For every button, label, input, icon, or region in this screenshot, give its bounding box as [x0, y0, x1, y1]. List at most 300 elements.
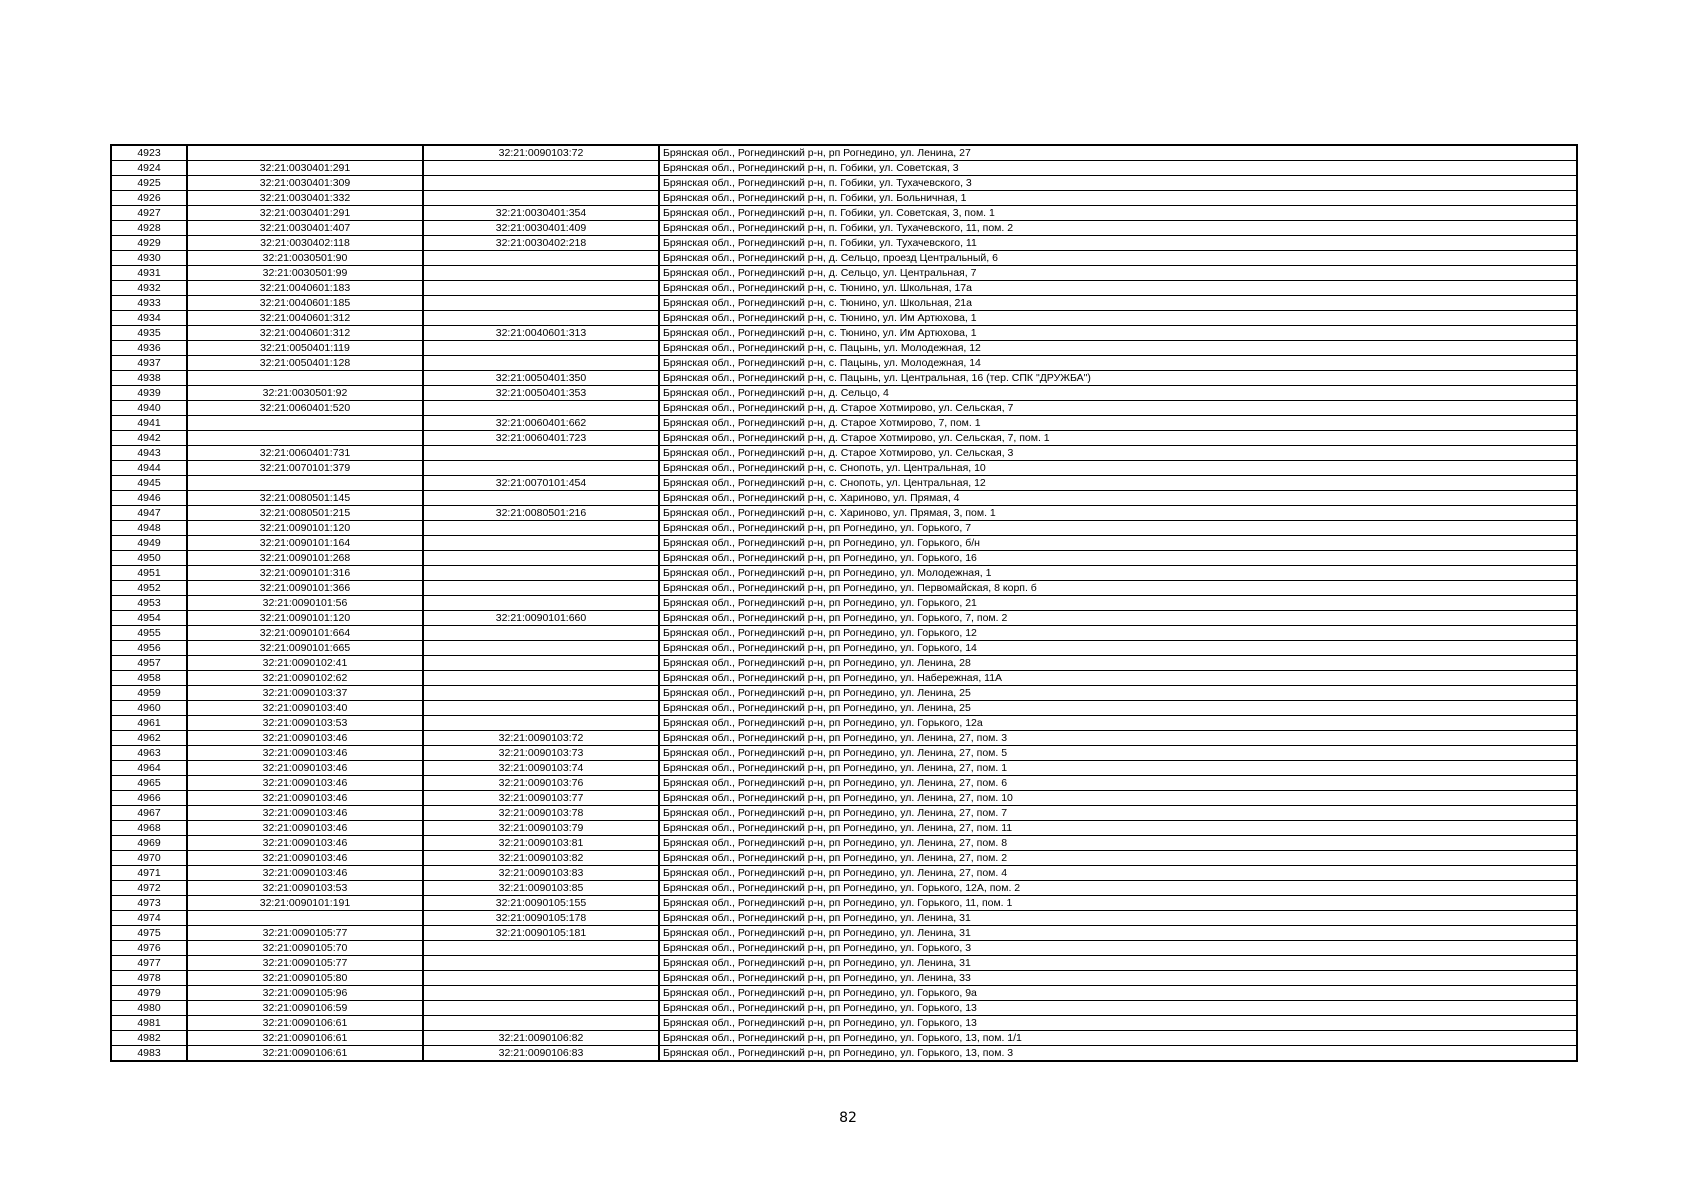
row-number-cell: 4972	[111, 881, 187, 896]
object-cadastral-number-cell: 32:21:0070101:454	[423, 476, 659, 491]
object-cadastral-number-cell	[423, 191, 659, 206]
address-cell: Брянская обл., Рогнединский р-н, рп Рогнедино, ул. Ленина, 27, пом. 1	[659, 761, 1577, 776]
object-cadastral-number-cell	[423, 161, 659, 176]
object-cadastral-number-cell	[423, 986, 659, 1001]
row-number-cell: 4928	[111, 221, 187, 236]
cadastral-number-cell: 32:21:0030401:309	[187, 176, 423, 191]
cadastral-number-cell: 32:21:0090101:665	[187, 641, 423, 656]
object-cadastral-number-cell: 32:21:0090103:76	[423, 776, 659, 791]
table-row	[111, 176, 1577, 191]
table-row	[111, 686, 1577, 701]
object-cadastral-number-cell	[423, 971, 659, 986]
row-number-cell: 4960	[111, 701, 187, 716]
table-row	[111, 551, 1577, 566]
address-cell: Брянская обл., Рогнединский р-н, рп Рогнедино, ул. Горького, 12А, пом. 2	[659, 881, 1577, 896]
row-number-cell: 4946	[111, 491, 187, 506]
cadastral-number-cell: 32:21:0050401:128	[187, 356, 423, 371]
object-cadastral-number-cell: 32:21:0090103:78	[423, 806, 659, 821]
address-cell: Брянская обл., Рогнединский р-н, с. Снопоть, ул. Центральная, 12	[659, 476, 1577, 491]
cadastral-number-cell: 32:21:0090101:268	[187, 551, 423, 566]
row-number-cell: 4973	[111, 896, 187, 911]
object-cadastral-number-cell: 32:21:0090103:74	[423, 761, 659, 776]
table-row	[111, 761, 1577, 776]
table-row	[111, 1016, 1577, 1031]
row-number-cell: 4924	[111, 161, 187, 176]
object-cadastral-number-cell: 32:21:0090103:81	[423, 836, 659, 851]
cadastral-number-cell: 32:21:0030401:407	[187, 221, 423, 236]
row-number-cell: 4933	[111, 296, 187, 311]
address-cell: Брянская обл., Рогнединский р-н, рп Рогнедино, ул. Горького, 9а	[659, 986, 1577, 1001]
object-cadastral-number-cell: 32:21:0090103:82	[423, 851, 659, 866]
row-number-cell: 4952	[111, 581, 187, 596]
cadastral-number-cell: 32:21:0090101:316	[187, 566, 423, 581]
table-row	[111, 566, 1577, 581]
address-cell: Брянская обл., Рогнединский р-н, рп Рогнедино, ул. Ленина, 27, пом. 10	[659, 791, 1577, 806]
table-row	[111, 446, 1577, 461]
cadastral-number-cell: 32:21:0090103:46	[187, 791, 423, 806]
row-number-cell: 4941	[111, 416, 187, 431]
address-cell: Брянская обл., Рогнединский р-н, рп Рогнедино, ул. Ленина, 28	[659, 656, 1577, 671]
cadastral-number-cell: 32:21:0090103:46	[187, 806, 423, 821]
object-cadastral-number-cell: 32:21:0090103:85	[423, 881, 659, 896]
address-cell: Брянская обл., Рогнединский р-н, рп Рогнедино, ул. Ленина, 33	[659, 971, 1577, 986]
table-row	[111, 806, 1577, 821]
row-number-cell: 4935	[111, 326, 187, 341]
address-cell: Брянская обл., Рогнединский р-н, п. Гобики, ул. Тухачевского, 11	[659, 236, 1577, 251]
table-row	[111, 521, 1577, 536]
cadastral-number-cell: 32:21:0090105:96	[187, 986, 423, 1001]
row-number-cell: 4956	[111, 641, 187, 656]
object-cadastral-number-cell	[423, 401, 659, 416]
table-row	[111, 866, 1577, 881]
table-row	[111, 191, 1577, 206]
cadastral-number-cell: 32:21:0090101:164	[187, 536, 423, 551]
cadastral-number-cell: 32:21:0030402:118	[187, 236, 423, 251]
row-number-cell: 4966	[111, 791, 187, 806]
row-number-cell: 4979	[111, 986, 187, 1001]
table-row	[111, 776, 1577, 791]
cadastral-number-cell: 32:21:0030501:90	[187, 251, 423, 266]
address-cell: Брянская обл., Рогнединский р-н, с. Тюнино, ул. Школьная, 21а	[659, 296, 1577, 311]
row-number-cell: 4963	[111, 746, 187, 761]
object-cadastral-number-cell: 32:21:0090103:83	[423, 866, 659, 881]
object-cadastral-number-cell: 32:21:0060401:662	[423, 416, 659, 431]
table-row	[111, 145, 1577, 161]
table-row	[111, 881, 1577, 896]
table-row	[111, 896, 1577, 911]
table-row	[111, 401, 1577, 416]
address-cell: Брянская обл., Рогнединский р-н, с. Хариново, ул. Прямая, 4	[659, 491, 1577, 506]
row-number-cell: 4981	[111, 1016, 187, 1031]
row-number-cell: 4982	[111, 1031, 187, 1046]
object-cadastral-number-cell	[423, 251, 659, 266]
table-row	[111, 221, 1577, 236]
cadastral-number-cell: 32:21:0040601:183	[187, 281, 423, 296]
object-cadastral-number-cell	[423, 311, 659, 326]
cadastral-number-cell	[187, 416, 423, 431]
address-cell: Брянская обл., Рогнединский р-н, рп Рогнедино, ул. Горького, 7, пом. 2	[659, 611, 1577, 626]
cadastral-number-cell: 32:21:0090103:46	[187, 821, 423, 836]
object-cadastral-number-cell	[423, 941, 659, 956]
cadastral-number-cell: 32:21:0070101:379	[187, 461, 423, 476]
row-number-cell: 4929	[111, 236, 187, 251]
registry-table	[110, 144, 1578, 1062]
row-number-cell: 4980	[111, 1001, 187, 1016]
object-cadastral-number-cell: 32:21:0050401:353	[423, 386, 659, 401]
table-row	[111, 581, 1577, 596]
cadastral-number-cell: 32:21:0090101:366	[187, 581, 423, 596]
cadastral-number-cell: 32:21:0090103:37	[187, 686, 423, 701]
table-row	[111, 161, 1577, 176]
object-cadastral-number-cell: 32:21:0090103:72	[423, 145, 659, 161]
cadastral-number-cell: 32:21:0090103:46	[187, 866, 423, 881]
object-cadastral-number-cell: 32:21:0090103:79	[423, 821, 659, 836]
object-cadastral-number-cell	[423, 281, 659, 296]
object-cadastral-number-cell	[423, 701, 659, 716]
cadastral-number-cell: 32:21:0040601:185	[187, 296, 423, 311]
row-number-cell: 4942	[111, 431, 187, 446]
page-number: 82	[839, 1110, 857, 1126]
row-number-cell: 4964	[111, 761, 187, 776]
row-number-cell: 4978	[111, 971, 187, 986]
table-row	[111, 1046, 1577, 1062]
object-cadastral-number-cell	[423, 581, 659, 596]
row-number-cell: 4926	[111, 191, 187, 206]
cadastral-number-cell: 32:21:0090101:191	[187, 896, 423, 911]
address-cell: Брянская обл., Рогнединский р-н, рп Рогнедино, ул. Ленина, 27, пом. 11	[659, 821, 1577, 836]
row-number-cell: 4977	[111, 956, 187, 971]
row-number-cell: 4947	[111, 506, 187, 521]
address-cell: Брянская обл., Рогнединский р-н, рп Рогнедино, ул. Горького, 13	[659, 1001, 1577, 1016]
address-cell: Брянская обл., Рогнединский р-н, рп Рогнедино, ул. Ленина, 25	[659, 701, 1577, 716]
address-cell: Брянская обл., Рогнединский р-н, рп Рогнедино, ул. Горького, 13, пом. 3	[659, 1046, 1577, 1062]
row-number-cell: 4968	[111, 821, 187, 836]
table-row	[111, 431, 1577, 446]
table-row	[111, 926, 1577, 941]
address-cell: Брянская обл., Рогнединский р-н, рп Рогнедино, ул. Ленина, 27, пом. 5	[659, 746, 1577, 761]
address-cell: Брянская обл., Рогнединский р-н, с. Тюнино, ул. Им Артюхова, 1	[659, 311, 1577, 326]
address-cell: Брянская обл., Рогнединский р-н, д. Старое Хотмирово, ул. Сельская, 7, пом. 1	[659, 431, 1577, 446]
table-row	[111, 986, 1577, 1001]
table-row	[111, 416, 1577, 431]
cadastral-number-cell: 32:21:0040601:312	[187, 326, 423, 341]
cadastral-number-cell: 32:21:0030501:92	[187, 386, 423, 401]
cadastral-number-cell	[187, 371, 423, 386]
cadastral-number-cell: 32:21:0090103:46	[187, 851, 423, 866]
table-row	[111, 356, 1577, 371]
table-row	[111, 326, 1577, 341]
cadastral-number-cell: 32:21:0090105:77	[187, 926, 423, 941]
address-cell: Брянская обл., Рогнединский р-н, рп Рогнедино, ул. Горького, 11, пом. 1	[659, 896, 1577, 911]
object-cadastral-number-cell	[423, 626, 659, 641]
row-number-cell: 4967	[111, 806, 187, 821]
row-number-cell: 4927	[111, 206, 187, 221]
address-cell: Брянская обл., Рогнединский р-н, рп Рогнедино, ул. Первомайская, 8 корп. б	[659, 581, 1577, 596]
address-cell: Брянская обл., Рогнединский р-н, п. Гобики, ул. Больничная, 1	[659, 191, 1577, 206]
object-cadastral-number-cell	[423, 596, 659, 611]
address-cell: Брянская обл., Рогнединский р-н, с. Тюнино, ул. Им Артюхова, 1	[659, 326, 1577, 341]
object-cadastral-number-cell	[423, 176, 659, 191]
row-number-cell: 4950	[111, 551, 187, 566]
table-row	[111, 1031, 1577, 1046]
table-row	[111, 536, 1577, 551]
object-cadastral-number-cell	[423, 1016, 659, 1031]
object-cadastral-number-cell	[423, 266, 659, 281]
object-cadastral-number-cell: 32:21:0090103:72	[423, 731, 659, 746]
address-cell: Брянская обл., Рогнединский р-н, с. Хариново, ул. Прямая, 3, пом. 1	[659, 506, 1577, 521]
row-number-cell: 4957	[111, 656, 187, 671]
cadastral-number-cell	[187, 145, 423, 161]
row-number-cell: 4938	[111, 371, 187, 386]
row-number-cell: 4951	[111, 566, 187, 581]
object-cadastral-number-cell	[423, 671, 659, 686]
address-cell: Брянская обл., Рогнединский р-н, рп Рогнедино, ул. Горького, 7	[659, 521, 1577, 536]
row-number-cell: 4948	[111, 521, 187, 536]
row-number-cell: 4976	[111, 941, 187, 956]
row-number-cell: 4983	[111, 1046, 187, 1062]
cadastral-number-cell: 32:21:0090106:61	[187, 1016, 423, 1031]
table-row	[111, 266, 1577, 281]
address-cell: Брянская обл., Рогнединский р-н, рп Рогнедино, ул. Ленина, 27	[659, 145, 1577, 161]
row-number-cell: 4955	[111, 626, 187, 641]
row-number-cell: 4930	[111, 251, 187, 266]
address-cell: Брянская обл., Рогнединский р-н, рп Рогнедино, ул. Горького, 16	[659, 551, 1577, 566]
cadastral-number-cell: 32:21:0090105:80	[187, 971, 423, 986]
table-row	[111, 656, 1577, 671]
address-cell: Брянская обл., Рогнединский р-н, рп Рогнедино, ул. Ленина, 27, пом. 8	[659, 836, 1577, 851]
cadastral-number-cell: 32:21:0090102:62	[187, 671, 423, 686]
address-cell: Брянская обл., Рогнединский р-н, п. Гобики, ул. Тухачевского, 11, пом. 2	[659, 221, 1577, 236]
row-number-cell: 4961	[111, 716, 187, 731]
row-number-cell: 4975	[111, 926, 187, 941]
table-row	[111, 731, 1577, 746]
table-row	[111, 956, 1577, 971]
table-row	[111, 341, 1577, 356]
address-cell: Брянская обл., Рогнединский р-н, рп Рогнедино, ул. Горького, 14	[659, 641, 1577, 656]
table-row	[111, 281, 1577, 296]
cadastral-number-cell: 32:21:0090101:664	[187, 626, 423, 641]
table-row	[111, 491, 1577, 506]
cadastral-number-cell: 32:21:0080501:145	[187, 491, 423, 506]
table-row	[111, 911, 1577, 926]
table-row	[111, 296, 1577, 311]
row-number-cell: 4962	[111, 731, 187, 746]
object-cadastral-number-cell: 32:21:0050401:350	[423, 371, 659, 386]
address-cell: Брянская обл., Рогнединский р-н, рп Рогнедино, ул. Ленина, 27, пом. 6	[659, 776, 1577, 791]
table-row	[111, 461, 1577, 476]
row-number-cell: 4923	[111, 145, 187, 161]
cadastral-number-cell: 32:21:0090101:56	[187, 596, 423, 611]
row-number-cell: 4936	[111, 341, 187, 356]
table-row	[111, 836, 1577, 851]
cadastral-number-cell	[187, 476, 423, 491]
row-number-cell: 4925	[111, 176, 187, 191]
cadastral-number-cell: 32:21:0090101:120	[187, 611, 423, 626]
table-row	[111, 611, 1577, 626]
cadastral-number-cell: 32:21:0030401:291	[187, 161, 423, 176]
table-row	[111, 236, 1577, 251]
cadastral-number-cell	[187, 431, 423, 446]
object-cadastral-number-cell	[423, 461, 659, 476]
row-number-cell: 4943	[111, 446, 187, 461]
table-row	[111, 251, 1577, 266]
address-cell: Брянская обл., Рогнединский р-н, рп Рогнедино, ул. Ленина, 25	[659, 686, 1577, 701]
object-cadastral-number-cell	[423, 956, 659, 971]
cadastral-number-cell: 32:21:0060401:731	[187, 446, 423, 461]
object-cadastral-number-cell: 32:21:0090105:181	[423, 926, 659, 941]
address-cell: Брянская обл., Рогнединский р-н, с. Пацынь, ул. Центральная, 16 (тер. СПК "ДРУЖБА")	[659, 371, 1577, 386]
cadastral-number-cell: 32:21:0090103:46	[187, 836, 423, 851]
table-row	[111, 821, 1577, 836]
object-cadastral-number-cell: 32:21:0090101:660	[423, 611, 659, 626]
table-row	[111, 626, 1577, 641]
cadastral-number-cell: 32:21:0090105:70	[187, 941, 423, 956]
address-cell: Брянская обл., Рогнединский р-н, д. Старое Хотмирово, ул. Сельская, 3	[659, 446, 1577, 461]
object-cadastral-number-cell	[423, 551, 659, 566]
table-row	[111, 206, 1577, 221]
table-row	[111, 371, 1577, 386]
table-row	[111, 941, 1577, 956]
address-cell: Брянская обл., Рогнединский р-н, п. Гобики, ул. Советская, 3, пом. 1	[659, 206, 1577, 221]
cadastral-number-cell: 32:21:0060401:520	[187, 401, 423, 416]
row-number-cell: 4958	[111, 671, 187, 686]
address-cell: Брянская обл., Рогнединский р-н, п. Гобики, ул. Советская, 3	[659, 161, 1577, 176]
row-number-cell: 4970	[111, 851, 187, 866]
row-number-cell: 4959	[111, 686, 187, 701]
object-cadastral-number-cell	[423, 716, 659, 731]
object-cadastral-number-cell	[423, 446, 659, 461]
object-cadastral-number-cell: 32:21:0030401:354	[423, 206, 659, 221]
table-row	[111, 701, 1577, 716]
table-row	[111, 506, 1577, 521]
address-cell: Брянская обл., Рогнединский р-н, рп Рогнедино, ул. Горького, 3	[659, 941, 1577, 956]
cadastral-number-cell: 32:21:0090103:46	[187, 731, 423, 746]
object-cadastral-number-cell	[423, 341, 659, 356]
row-number-cell: 4974	[111, 911, 187, 926]
cadastral-number-cell: 32:21:0090103:53	[187, 716, 423, 731]
cadastral-number-cell: 32:21:0080501:215	[187, 506, 423, 521]
address-cell: Брянская обл., Рогнединский р-н, рп Рогнедино, ул. Горького, 13, пом. 1/1	[659, 1031, 1577, 1046]
object-cadastral-number-cell	[423, 491, 659, 506]
object-cadastral-number-cell	[423, 656, 659, 671]
address-cell: Брянская обл., Рогнединский р-н, рп Рогнедино, ул. Ленина, 31	[659, 956, 1577, 971]
cadastral-number-cell: 32:21:0090106:59	[187, 1001, 423, 1016]
table-row	[111, 746, 1577, 761]
cadastral-number-cell: 32:21:0090103:46	[187, 761, 423, 776]
object-cadastral-number-cell	[423, 686, 659, 701]
cadastral-number-cell: 32:21:0090101:120	[187, 521, 423, 536]
cadastral-number-cell: 32:21:0090102:41	[187, 656, 423, 671]
object-cadastral-number-cell	[423, 296, 659, 311]
address-cell: Брянская обл., Рогнединский р-н, рп Рогнедино, ул. Молодежная, 1	[659, 566, 1577, 581]
row-number-cell: 4971	[111, 866, 187, 881]
row-number-cell: 4931	[111, 266, 187, 281]
object-cadastral-number-cell: 32:21:0080501:216	[423, 506, 659, 521]
cadastral-number-cell: 32:21:0030501:99	[187, 266, 423, 281]
cadastral-number-cell: 32:21:0050401:119	[187, 341, 423, 356]
object-cadastral-number-cell: 32:21:0090105:178	[423, 911, 659, 926]
cadastral-number-cell: 32:21:0030401:291	[187, 206, 423, 221]
object-cadastral-number-cell	[423, 1001, 659, 1016]
cadastral-number-cell: 32:21:0040601:312	[187, 311, 423, 326]
row-number-cell: 4932	[111, 281, 187, 296]
address-cell: Брянская обл., Рогнединский р-н, д. Старое Хотмирово, ул. Сельская, 7	[659, 401, 1577, 416]
table-row	[111, 971, 1577, 986]
cadastral-number-cell: 32:21:0090103:53	[187, 881, 423, 896]
table-row	[111, 386, 1577, 401]
row-number-cell: 4944	[111, 461, 187, 476]
address-cell: Брянская обл., Рогнединский р-н, п. Гобики, ул. Тухачевского, 3	[659, 176, 1577, 191]
address-cell: Брянская обл., Рогнединский р-н, рп Рогнедино, ул. Ленина, 27, пом. 4	[659, 866, 1577, 881]
row-number-cell: 4937	[111, 356, 187, 371]
table-row	[111, 1001, 1577, 1016]
table-row	[111, 476, 1577, 491]
table-row	[111, 641, 1577, 656]
address-cell: Брянская обл., Рогнединский р-н, рп Рогнедино, ул. Набережная, 11А	[659, 671, 1577, 686]
row-number-cell: 4965	[111, 776, 187, 791]
address-cell: Брянская обл., Рогнединский р-н, рп Рогнедино, ул. Ленина, 27, пом. 2	[659, 851, 1577, 866]
object-cadastral-number-cell	[423, 356, 659, 371]
address-cell: Брянская обл., Рогнединский р-н, с. Снопоть, ул. Центральная, 10	[659, 461, 1577, 476]
address-cell: Брянская обл., Рогнединский р-н, рп Рогнедино, ул. Горького, 12	[659, 626, 1577, 641]
cadastral-number-cell	[187, 911, 423, 926]
object-cadastral-number-cell: 32:21:0040601:313	[423, 326, 659, 341]
row-number-cell: 4939	[111, 386, 187, 401]
object-cadastral-number-cell: 32:21:0090106:83	[423, 1046, 659, 1062]
row-number-cell: 4954	[111, 611, 187, 626]
row-number-cell: 4969	[111, 836, 187, 851]
object-cadastral-number-cell: 32:21:0030402:218	[423, 236, 659, 251]
table-row	[111, 716, 1577, 731]
cadastral-number-cell: 32:21:0090106:61	[187, 1031, 423, 1046]
row-number-cell: 4953	[111, 596, 187, 611]
address-cell: Брянская обл., Рогнединский р-н, рп Рогнедино, ул. Ленина, 27, пом. 7	[659, 806, 1577, 821]
address-cell: Брянская обл., Рогнединский р-н, с. Пацынь, ул. Молодежная, 12	[659, 341, 1577, 356]
cadastral-number-cell: 32:21:0090103:40	[187, 701, 423, 716]
address-cell: Брянская обл., Рогнединский р-н, рп Рогнедино, ул. Горького, б/н	[659, 536, 1577, 551]
object-cadastral-number-cell	[423, 566, 659, 581]
cadastral-number-cell: 32:21:0090103:46	[187, 746, 423, 761]
address-cell: Брянская обл., Рогнединский р-н, д. Старое Хотмирово, 7, пом. 1	[659, 416, 1577, 431]
table-row	[111, 311, 1577, 326]
table-row	[111, 671, 1577, 686]
row-number-cell: 4934	[111, 311, 187, 326]
object-cadastral-number-cell: 32:21:0090103:77	[423, 791, 659, 806]
row-number-cell: 4940	[111, 401, 187, 416]
address-cell: Брянская обл., Рогнединский р-н, с. Тюнино, ул. Школьная, 17а	[659, 281, 1577, 296]
address-cell: Брянская обл., Рогнединский р-н, рп Рогнедино, ул. Горького, 12а	[659, 716, 1577, 731]
address-cell: Брянская обл., Рогнединский р-н, с. Пацынь, ул. Молодежная, 14	[659, 356, 1577, 371]
row-number-cell: 4945	[111, 476, 187, 491]
table-row	[111, 791, 1577, 806]
address-cell: Брянская обл., Рогнединский р-н, рп Рогнедино, ул. Ленина, 31	[659, 911, 1577, 926]
object-cadastral-number-cell	[423, 641, 659, 656]
address-cell: Брянская обл., Рогнединский р-н, рп Рогнедино, ул. Ленина, 31	[659, 926, 1577, 941]
table-row	[111, 851, 1577, 866]
address-cell: Брянская обл., Рогнединский р-н, д. Сельцо, проезд Центральный, 6	[659, 251, 1577, 266]
object-cadastral-number-cell: 32:21:0060401:723	[423, 431, 659, 446]
row-number-cell: 4949	[111, 536, 187, 551]
object-cadastral-number-cell	[423, 521, 659, 536]
address-cell: Брянская обл., Рогнединский р-н, д. Сельцо, ул. Центральная, 7	[659, 266, 1577, 281]
address-cell: Брянская обл., Рогнединский р-н, рп Рогнедино, ул. Ленина, 27, пом. 3	[659, 731, 1577, 746]
registry-table-body	[111, 145, 1577, 1061]
cadastral-number-cell: 32:21:0090106:61	[187, 1046, 423, 1062]
cadastral-number-cell: 32:21:0090105:77	[187, 956, 423, 971]
address-cell: Брянская обл., Рогнединский р-н, рп Рогнедино, ул. Горького, 21	[659, 596, 1577, 611]
cadastral-number-cell: 32:21:0030401:332	[187, 191, 423, 206]
object-cadastral-number-cell: 32:21:0090105:155	[423, 896, 659, 911]
